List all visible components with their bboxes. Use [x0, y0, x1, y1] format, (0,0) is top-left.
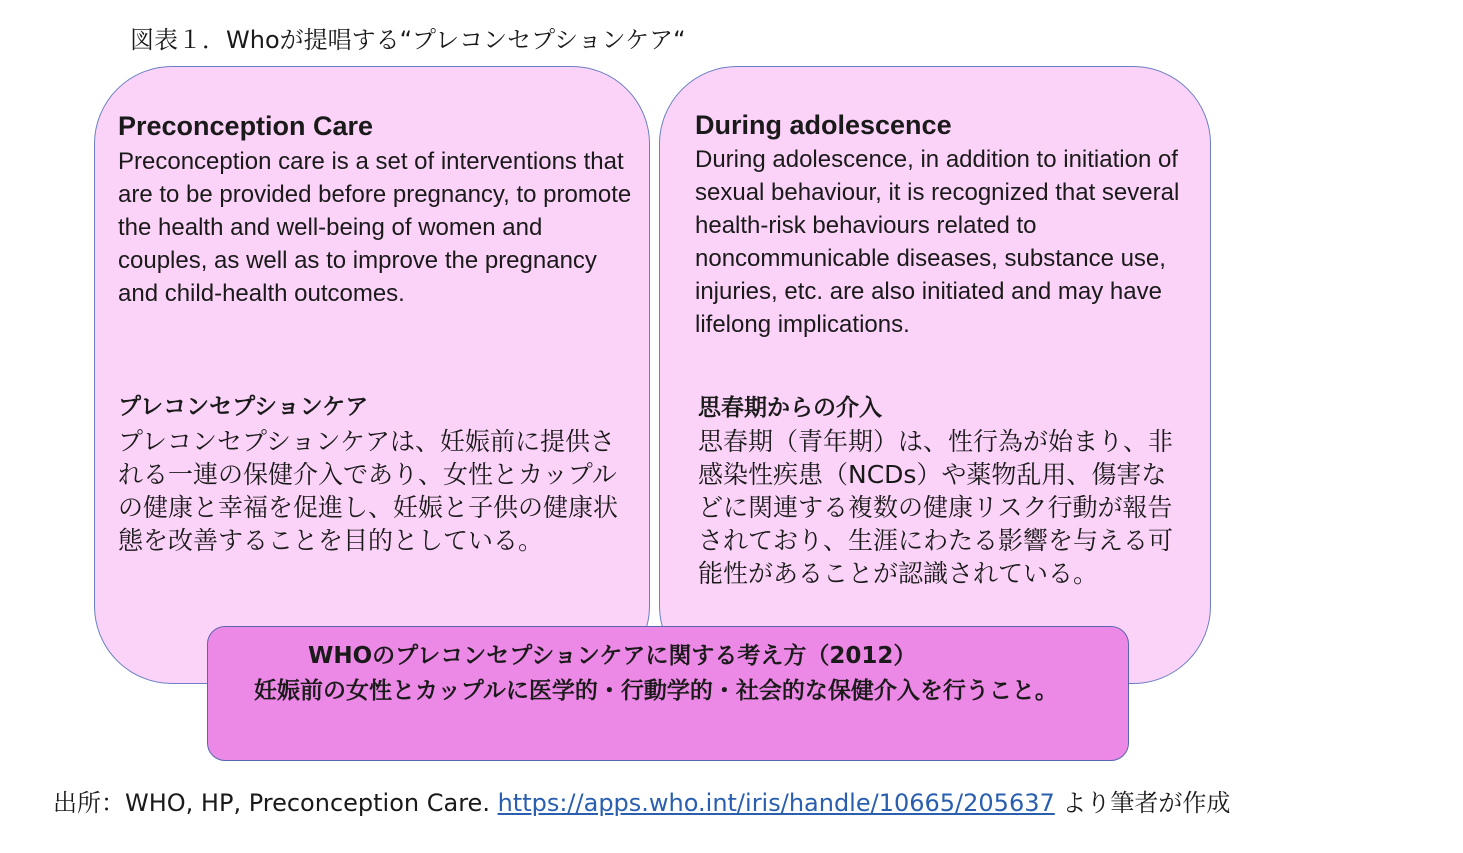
adolescence-body-en: During adolescence, in addition to initiation of sexual behaviour, it is recognized that several health-risk behaviours related to noncommunicable diseases, substance use, injuries, etc. are also initiated and may have lifelong implications.: [695, 146, 1180, 338]
figure-title: 図表１．Whoが提唱する“プレコンセプションケア“: [130, 26, 686, 54]
source-prefix: 出所：WHO, HP, Preconception Care.: [53, 789, 498, 817]
summary-body: 妊娠前の女性とカップルに医学的・行動学的・社会的な保健介入を行うこと。: [254, 678, 1058, 704]
summary-title: WHOのプレコンセプションケアに関する考え方（2012）: [308, 643, 917, 669]
adolescence-body-ja: 思春期（青年期）は、性行為が始まり、非感染性疾患（NCDs）や薬物乱用、傷害などに関連する複数の健康リスク行動が報告されており、生涯にわたる影響を与える可能性があることが認識されている。: [698, 427, 1174, 588]
preconception-care-title-en: Preconception Care: [118, 111, 374, 141]
adolescence-panel: [659, 66, 1211, 684]
preconception-care-body-en: Preconception care is a set of interventions that are to be provided before pregnancy, to promote the health and well-being of women and couples, as well as to improve the pregnancy and child-health outcomes.: [118, 148, 632, 307]
source-suffix: より筆者が作成: [1054, 789, 1231, 817]
adolescence-title-ja: 思春期からの介入: [698, 395, 882, 421]
preconception-care-body-ja: プレコンセプションケアは、妊娠前に提供される一連の保健介入であり、女性とカップルの健康と幸福を促進し、妊娠と子供の健康状態を改善することを目的としている。: [118, 427, 619, 555]
preconception-care-title-ja: プレコンセプションケア: [118, 394, 369, 420]
who-summary-box: [207, 626, 1129, 761]
source-citation: [53, 786, 1230, 820]
adolescence-title-en: During adolescence: [695, 110, 952, 140]
preconception-care-panel: [94, 66, 650, 684]
source-link[interactable]: https://apps.who.int/iris/handle/10665/205637: [497, 789, 1055, 817]
